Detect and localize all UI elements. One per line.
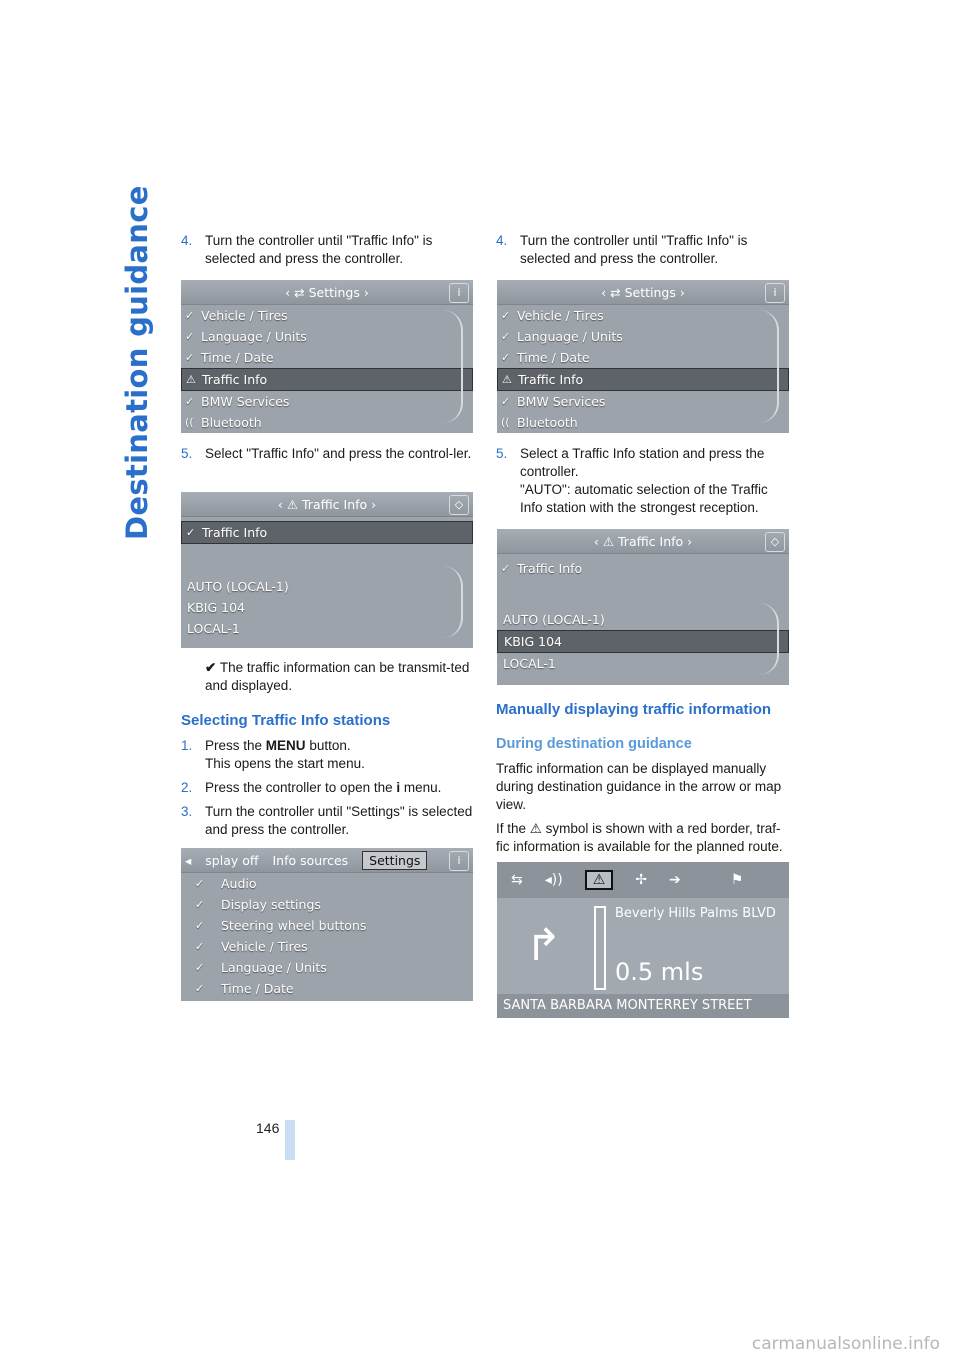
section-title: Destination guidance bbox=[120, 185, 154, 540]
list-item: AUTO (LOCAL-1) bbox=[503, 612, 605, 627]
menu-button-icon: MENU bbox=[265, 738, 306, 754]
list-item-selected: ✓ Traffic Info bbox=[181, 521, 473, 544]
arrow-icon: ➔ bbox=[668, 872, 681, 888]
warning-icon: ⚠ bbox=[602, 533, 618, 549]
left-column bbox=[181, 232, 473, 274]
list-item: (( Bluetooth bbox=[501, 415, 578, 430]
list-item: AUTO (LOCAL-1) bbox=[187, 579, 289, 594]
left-step-5: 5. Select "Traffic Info" and press the control-ler. bbox=[181, 446, 472, 461]
street-name: Beverly Hills Palms BLVD bbox=[615, 906, 776, 921]
paragraph: Traffic information can be displayed manually during destination guidance in the arrow or map view. bbox=[496, 761, 782, 812]
right-step-5: 5. Select a Traffic Info station and press the controller. "AUTO": automatic selection of the Traffic Info station with the strongest reception. bbox=[496, 446, 768, 515]
list-item-selected: ⚠ Traffic Info bbox=[181, 368, 473, 391]
list-item: ✓ Vehicle / Tires bbox=[195, 939, 308, 954]
list-item: ✓ BMW Services bbox=[185, 394, 290, 409]
settings-icon: ⇄ bbox=[294, 284, 309, 300]
page-number: 146 bbox=[256, 1120, 280, 1136]
back-icon: ⇆ bbox=[511, 872, 523, 888]
traffic-warning-icon: ⚠ bbox=[585, 870, 614, 890]
list-item: ✓ Language / Units bbox=[185, 329, 307, 344]
screen-settings-left: ‹ ⇄ Settings › i ✓ Vehicle / Tires ✓ Language / Units ✓ Time / Date ⚠ Traffic Info ✓ BMW Services (( Bluetooth bbox=[181, 280, 473, 433]
settings-icon: ⇄ bbox=[610, 284, 625, 300]
info-icon: i bbox=[765, 283, 785, 303]
nav-icon: ◇ bbox=[449, 495, 469, 515]
flag-icon: ⚑ bbox=[730, 872, 744, 888]
list-item: LOCAL-1 bbox=[187, 621, 240, 636]
right-column bbox=[496, 232, 790, 274]
screen-start-menu: ◂ splay off Info sources Settings i ✓ Audio ✓ Display settings ✓ Steering wheel buttons ✓ Vehicle / Tires ✓ Language / Units ✓ Time / Date bbox=[181, 848, 473, 1001]
list-item: ✓ Traffic Info bbox=[501, 561, 583, 576]
screen-traffic-info-right: ‹ ⚠ Traffic Info › ◇ ✓ Traffic Info AUTO (LOCAL-1) KBIG 104 LOCAL-1 bbox=[497, 529, 789, 685]
heading-manual-display: Manually displaying traffic information bbox=[496, 701, 772, 718]
subheading-during-guidance: During destination guidance bbox=[496, 736, 692, 752]
left-step-2: 2. Press the controller to open the i menu. bbox=[181, 780, 442, 796]
heading-selecting-stations: Selecting Traffic Info stations bbox=[181, 712, 391, 730]
screen-arrow-view bbox=[497, 862, 789, 1018]
info-icon: i bbox=[396, 780, 401, 796]
list-item: LOCAL-1 bbox=[503, 656, 556, 671]
list-item: ✓ Display settings bbox=[195, 897, 321, 912]
list-item: ✓ Vehicle / Tires bbox=[185, 308, 288, 323]
current-street: SANTA BARBARA MONTERREY STREET bbox=[497, 994, 789, 1018]
list-item: ✓ BMW Services bbox=[501, 394, 606, 409]
list-item: ✓ Time / Date bbox=[501, 350, 590, 365]
list-item: ✓ Vehicle / Tires bbox=[501, 308, 604, 323]
route-icon: ✢ bbox=[635, 872, 647, 888]
screen-traffic-info-left: ‹ ⚠ Traffic Info › ◇ ✓ Traffic Info AUTO (LOCAL-1) KBIG 104 LOCAL-1 bbox=[181, 492, 473, 648]
left-step-1: 1. Press the MENU button. This opens the start menu. bbox=[181, 738, 365, 772]
list-item-selected: KBIG 104 bbox=[497, 630, 789, 653]
info-icon: i bbox=[449, 283, 469, 303]
distance-bar bbox=[594, 906, 606, 990]
paragraph: If the ⚠ symbol is shown with a red border, traf-fic information is available for the planned route. bbox=[496, 821, 783, 855]
list-item: ✓ Language / Units bbox=[501, 329, 623, 344]
list-item: KBIG 104 bbox=[187, 600, 245, 615]
list-item-selected: ⚠ Traffic Info bbox=[497, 368, 789, 391]
distance-label: 0.5 mls bbox=[615, 958, 704, 986]
check-icon: ✔ bbox=[205, 660, 217, 676]
right-step-4: 4. Turn the controller until "Traffic Info" is selected and press the controller. bbox=[496, 233, 748, 266]
screen-settings-right: ‹ ⇄ Settings › i ✓ Vehicle / Tires ✓ Language / Units ✓ Time / Date ⚠ Traffic Info ✓ BMW Services (( Bluetooth bbox=[497, 280, 789, 433]
audio-icon: ◂)) bbox=[544, 872, 563, 888]
list-item: ✓ Language / Units bbox=[195, 960, 327, 975]
page-marker bbox=[285, 1120, 295, 1160]
warning-icon: ⚠ bbox=[286, 496, 302, 512]
list-item: ✓ Steering wheel buttons bbox=[195, 918, 367, 933]
warning-triangle-icon: ⚠ bbox=[529, 821, 542, 837]
nav-icon: ◇ bbox=[765, 532, 785, 552]
left-step-3: 3. Turn the controller until "Settings" is selected and press the controller. bbox=[181, 804, 473, 838]
turn-arrow-icon: ↱ bbox=[525, 920, 562, 971]
note: ✔ The traffic information can be transmit-ted and displayed. bbox=[205, 660, 470, 694]
left-step-4: 4. Turn the controller until "Traffic Info" is selected and press the controller. bbox=[181, 233, 433, 266]
list-item: ✓ Time / Date bbox=[195, 981, 294, 996]
list-item: ✓ Time / Date bbox=[185, 350, 274, 365]
watermark: carmanualsonline.info bbox=[751, 1334, 940, 1354]
info-icon: i bbox=[449, 851, 469, 871]
list-item: (( Bluetooth bbox=[185, 415, 262, 430]
list-item: ✓ Audio bbox=[195, 876, 257, 891]
